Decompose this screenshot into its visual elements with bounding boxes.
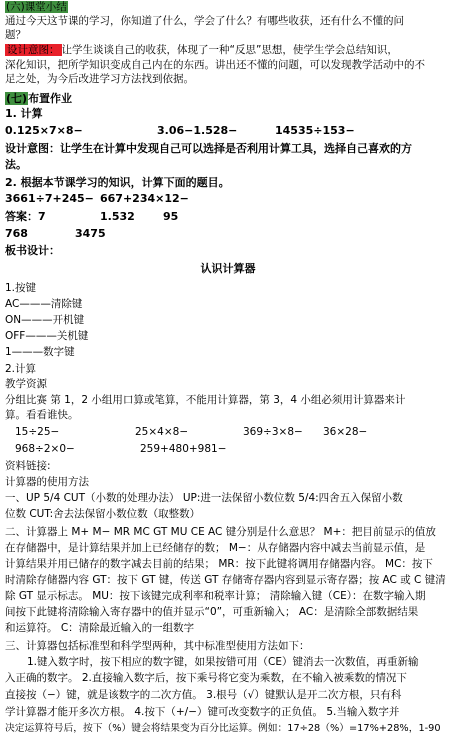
- reference-heading: 资料链接:: [5, 460, 51, 472]
- usage-2-line-4: 时清除存储器内容 GT：按下 GT 键，传送 GT 存储寄存器内容到显示寄存器；按 AC 或 C 键清: [5, 574, 446, 586]
- homework-intent-line-1: 设计意图：让学生在计算中发现自己可以选择是否利用计算工具，选择自己喜欢的方: [5, 142, 412, 155]
- design-intent-line-1: [5, 43, 398, 57]
- usage-2-line-1: 二、计算器上 M+ M− MR MC GT MU CE AC 键分别是什么意思？ M+：把目前显示的值放: [5, 526, 436, 538]
- homework-intent-line-2: 法。: [5, 158, 27, 171]
- problem: 14535÷153−: [275, 124, 355, 137]
- problem: 15÷25−: [15, 426, 60, 438]
- key-number: 1———数字键: [5, 346, 75, 358]
- summary-line-1: 通过今天这节课的学习，你知道了什么，学会了什么？有哪些收获，还有什么不懂的问: [5, 15, 404, 27]
- usage-3-line-1: 三、计算器包括标准型和科学型两种，其中标准型使用方法如下：: [5, 640, 310, 652]
- usage-3-line-2: 1.键入数字时，按下相应的数字键，如果按错可用（CE）键消去一次数值，再重新输: [27, 656, 419, 668]
- usage-2-line-3: 计算结果并用已储存的数字减去目前的结果； MR：按下此键将调用存储器内容。 MC：按下: [5, 558, 433, 570]
- usage-2-line-6: 间按下此键将清除输入寄存器中的值并显示“0”，可重新输入； AC：是清除全部数据结果: [5, 606, 419, 618]
- problem: 3661÷7+245−: [5, 192, 94, 205]
- usage-3-line-4: 直接按（−）键，就是该数字的二次方值。 3.根号（√）键默认是开二次方根，只有科: [5, 689, 402, 701]
- homework-1-title: 1. 计算: [5, 107, 43, 120]
- usage-1-line-2: 位数 CUT:舍去法保留小数位数（取整数）: [5, 508, 201, 520]
- answer: 95: [163, 210, 179, 223]
- problem: 25×4×8−: [135, 426, 189, 438]
- homework-2-title: 2. 根据本节课学习的知识，计算下面的题目。: [5, 176, 230, 189]
- answers-label: 答案：7: [5, 210, 46, 223]
- answer: 1.532: [100, 210, 135, 223]
- section-6-label: (六)课堂小结: [6, 1, 67, 13]
- keys-heading: 1.按键: [5, 282, 37, 294]
- problem: 259+480+981−: [140, 443, 227, 455]
- usage-3-line-6: 决定运算符号后，按下（%）键会将结果变为百分比运算。例如：17÷28（%）=17%+28%，1-90: [5, 723, 441, 734]
- usage-2-line-2: 在存储器中，是计算结果并加上已经储存的数； M−：从存储器内容中减去当前显示值，是: [5, 542, 426, 554]
- calc-heading: 2.计算: [5, 363, 37, 375]
- section-7-text: 布置作业: [28, 92, 73, 105]
- answer: 768: [5, 227, 28, 240]
- usage-3-line-3: 入正确的数字。 2.直接输入数字后，按下乘号将它变为乘数，在不输入被乘数的情况下: [5, 672, 407, 684]
- teaching-resources: 教学资源: [5, 378, 47, 390]
- design-intent-line-3: 足之处，为今后改进学习方法找到依据。: [5, 73, 194, 85]
- usage-2-line-5: 除 GT 显示标志。 MU：按下该键完成利率和税率计算； 清除输入键（CE）：在数字输入期: [5, 590, 426, 602]
- usage-3-line-5: 学计算器才能开多次方根。 4.按下（+/−）键可改变数字的正负值。 5.当输入数字并: [5, 706, 400, 718]
- section-7-label: (七): [6, 92, 28, 105]
- problem: 0.125×7×8−: [5, 124, 83, 137]
- key-ac: AC———清除键: [5, 298, 83, 310]
- answer: 3475: [75, 227, 106, 240]
- design-intent-text: 让学生谈谈自己的收获，体现了一种“反思”思想，使学生学会总结知识，: [61, 44, 398, 56]
- summary-line-2: 题？: [5, 29, 26, 41]
- design-intent-tag: 设计意图：: [7, 44, 60, 56]
- key-on: ON———开机键: [5, 314, 85, 326]
- usage-2-line-7: 和运算符。 C：清除最近输入的一组数字: [5, 622, 195, 634]
- section-6-heading: [5, 0, 68, 14]
- design-intent-line-2: 深化知识，把所学知识变成自己内在的东西。讲出还不懂的问题，可以发现教学活动中的不: [5, 59, 425, 71]
- problem: 968÷2×0−: [15, 443, 75, 455]
- board-design-label: 板书设计：: [5, 244, 60, 257]
- section-7-heading: [5, 92, 72, 106]
- problem: 667+234×12−: [100, 192, 189, 205]
- group-contest-line-1: 分组比赛 第 1，2 小组用口算或笔算，不能用计算器，第 3，4 小组必须用计算器来计: [5, 394, 406, 406]
- problem: 36×28−: [323, 426, 368, 438]
- usage-heading: 计算器的使用方法: [5, 476, 89, 488]
- key-off: OFF———关机键: [5, 330, 89, 342]
- usage-1-line-1: 一、UP 5/4 CUT（小数的处理办法） UP:进一法保留小数位数 5/4:四舍五入保留小数: [5, 492, 403, 504]
- document-title: 认识计算器: [200, 262, 256, 275]
- problem: 3.06−1.528−: [157, 124, 238, 137]
- group-contest-line-2: 算。看看谁快。: [5, 409, 79, 421]
- problem: 369÷3×8−: [243, 426, 303, 438]
